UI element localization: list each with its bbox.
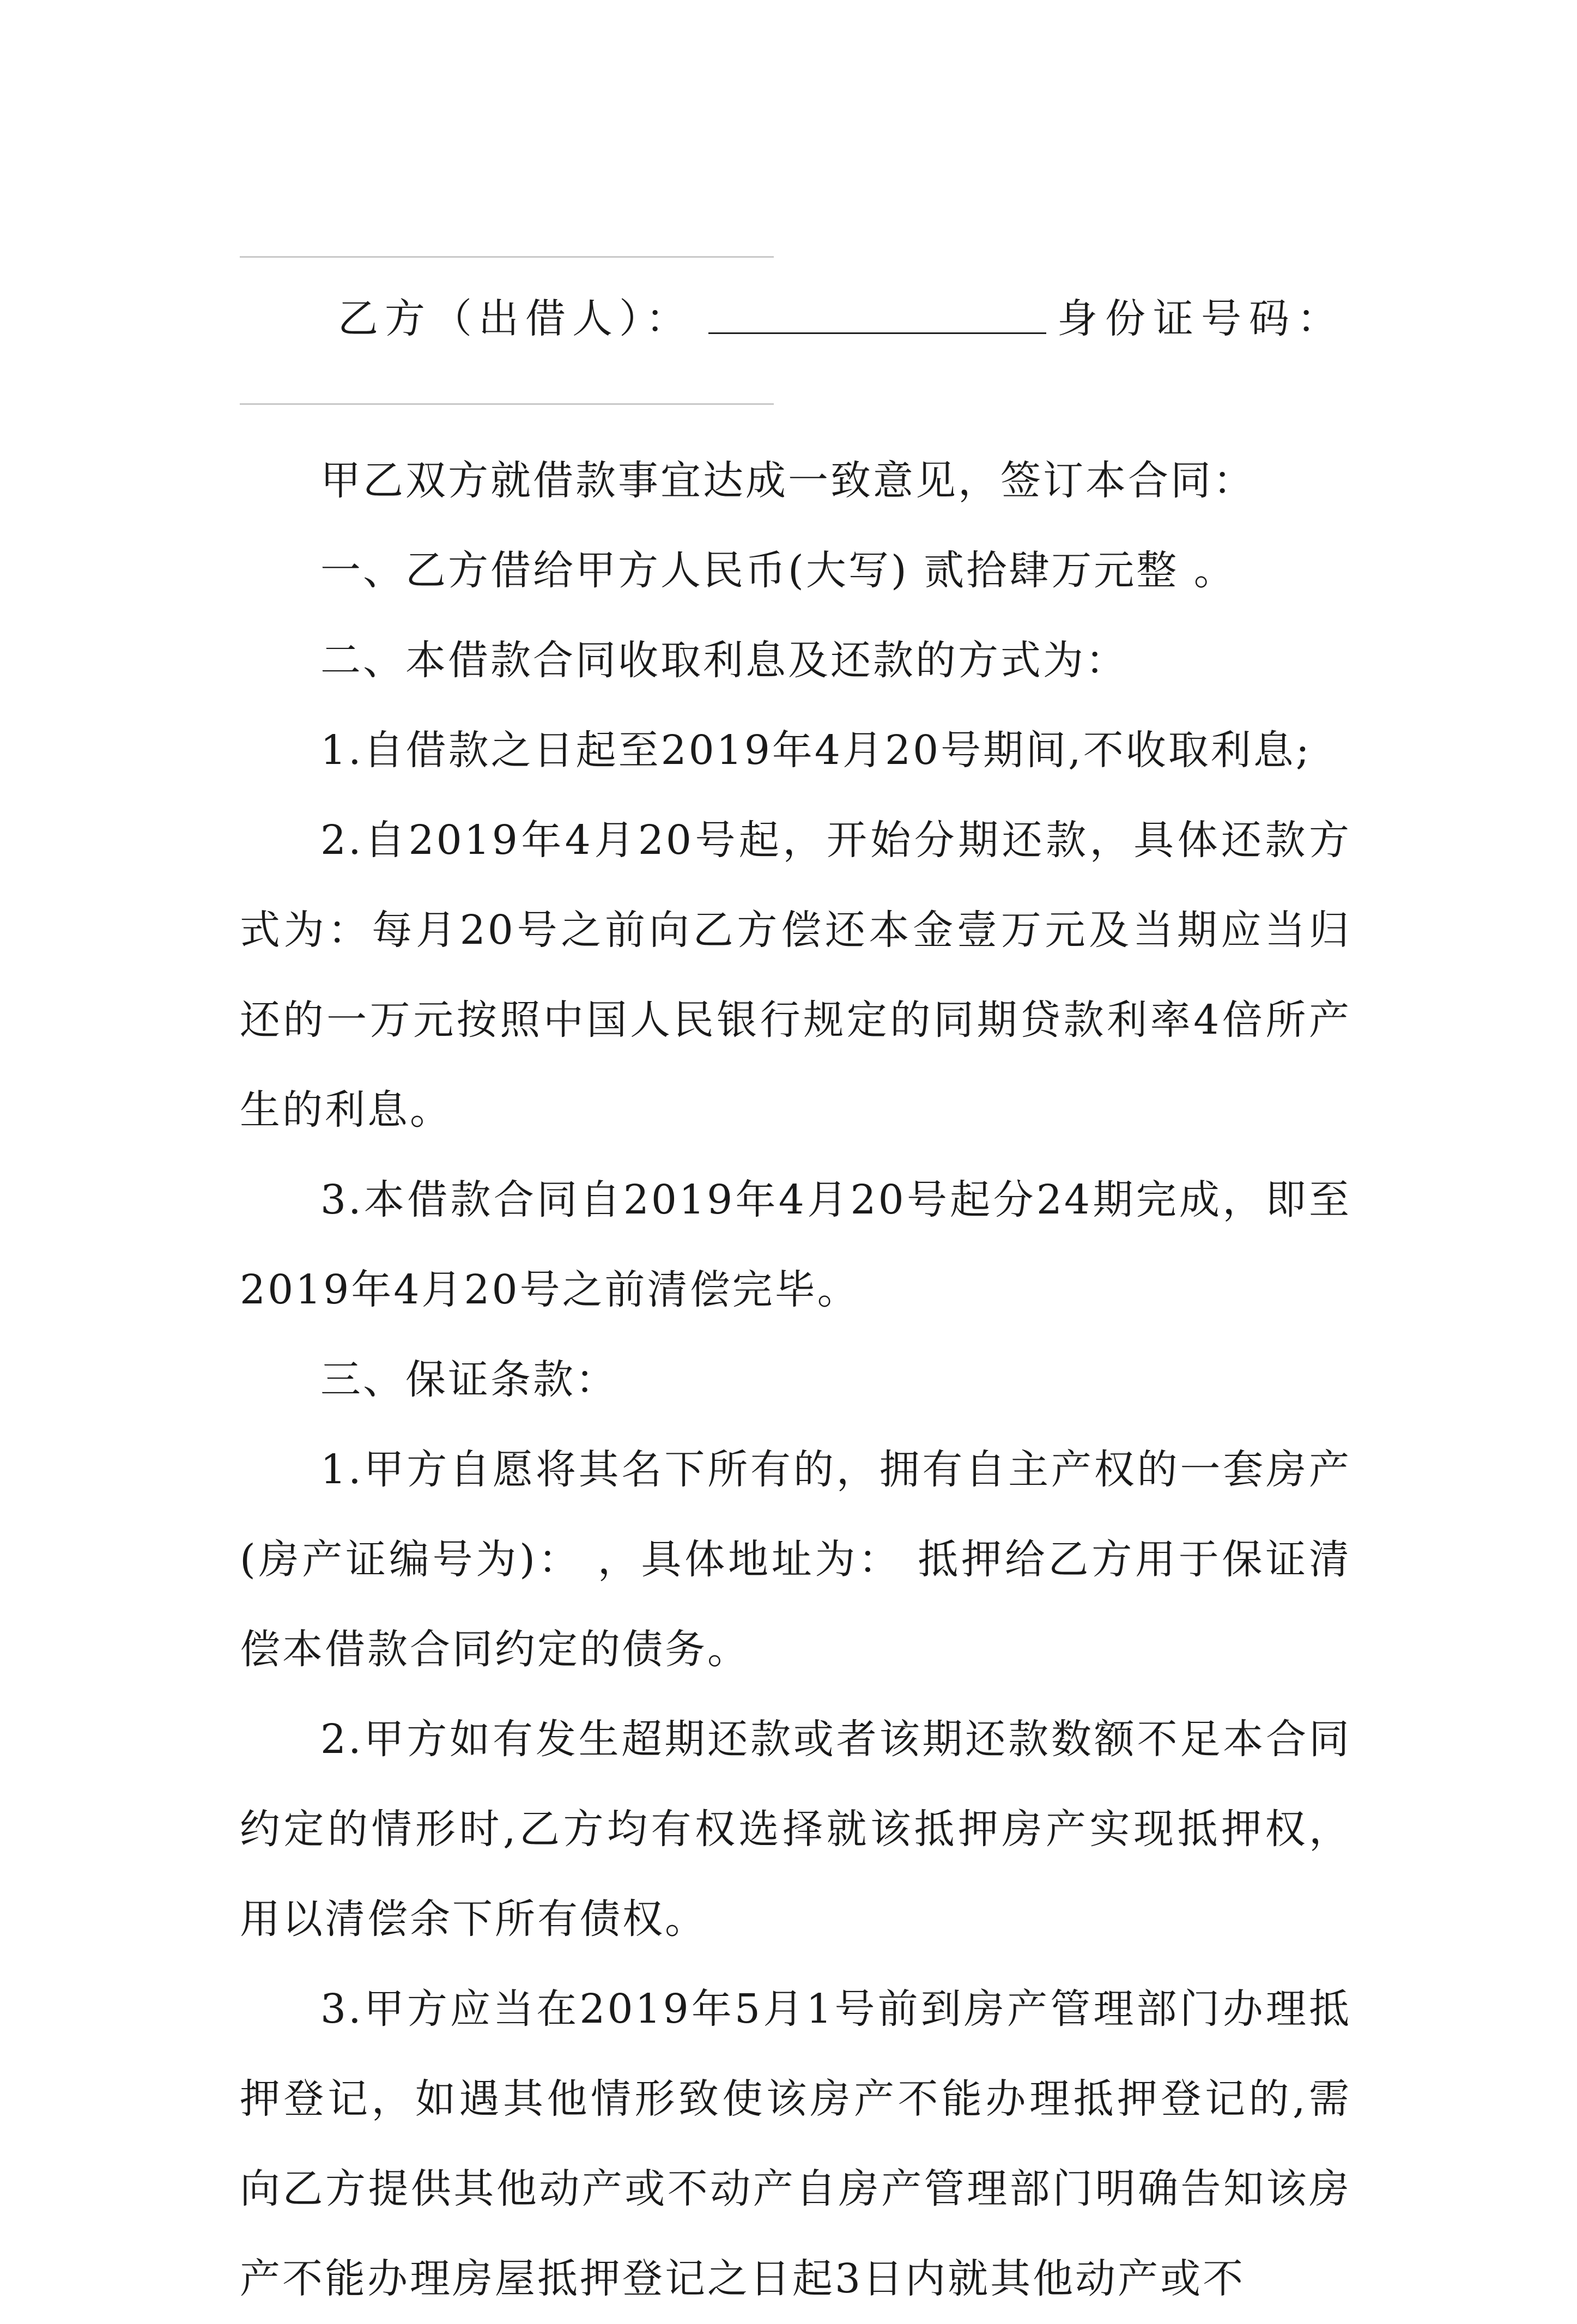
paragraph-clause-3-heading: 三、保证条款： xyxy=(320,1356,618,1403)
paragraph-clause-3-item-2: 2.甲方如有发生超期还款或者该期还款数额不足本合同约定的情形时,乙方均有权选择就该抵押房产实现抵押权，用以清偿余下所有债权。 xyxy=(240,1716,1351,1943)
paragraph-clause-2-item-1: 1.自借款之日起至2019年4月20号期间,不收取利息; xyxy=(320,727,1312,774)
paragraph-clause-2-item-3: 3.本借款合同自2019年4月20号起分24期完成，即至2019年4月20号之前清偿完毕。 xyxy=(240,1176,1351,1313)
paragraph-clause-2-heading: 二、本借款合同收取利息及还款的方式为： xyxy=(320,637,1128,684)
paragraph-clause-3-item-1: 1.甲方自愿将其名下所有的，拥有自主产权的一套房产(房产证编号为)： ，具体地址为： 抵押给乙方用于保证清偿本借款合同约定的债务。 xyxy=(240,1446,1351,1673)
paragraph-intro: 甲乙双方就借款事宜达成一致意见，签订本合同： xyxy=(320,457,1255,504)
paragraph-clause-3-item-3: 3.甲方应当在2019年5月1号前到房产管理部门办理抵押登记，如遇其他情形致使该房产不能办理抵押登记的,需向乙方提供其他动产或不动产自房产管理部门明确告知该房产不能办理房屋抵押登记之日起3日内就其他动产或不 xyxy=(240,1986,1351,2302)
party-b-label: 乙方（出借人）： xyxy=(338,295,693,342)
paragraph-clause-1: 一、乙方借给甲方人民币(大写) 贰拾肆万元整 。 xyxy=(320,547,1236,594)
party-b-name-blank xyxy=(708,332,1046,334)
party-b-line xyxy=(240,289,1351,349)
id-number-label: 身份证号码： xyxy=(1057,295,1345,342)
id-number-blank xyxy=(240,403,774,405)
paragraph-clause-2-item-2: 2.自2019年4月20号起，开始分期还款，具体还款方式为：每月20号之前向乙方偿还本金壹万元及当期应当归还的一万元按照中国人民银行规定的同期贷款利率4倍所产生的利息。 xyxy=(240,817,1351,1133)
top-divider xyxy=(240,256,774,258)
contract-body xyxy=(240,436,1351,2324)
